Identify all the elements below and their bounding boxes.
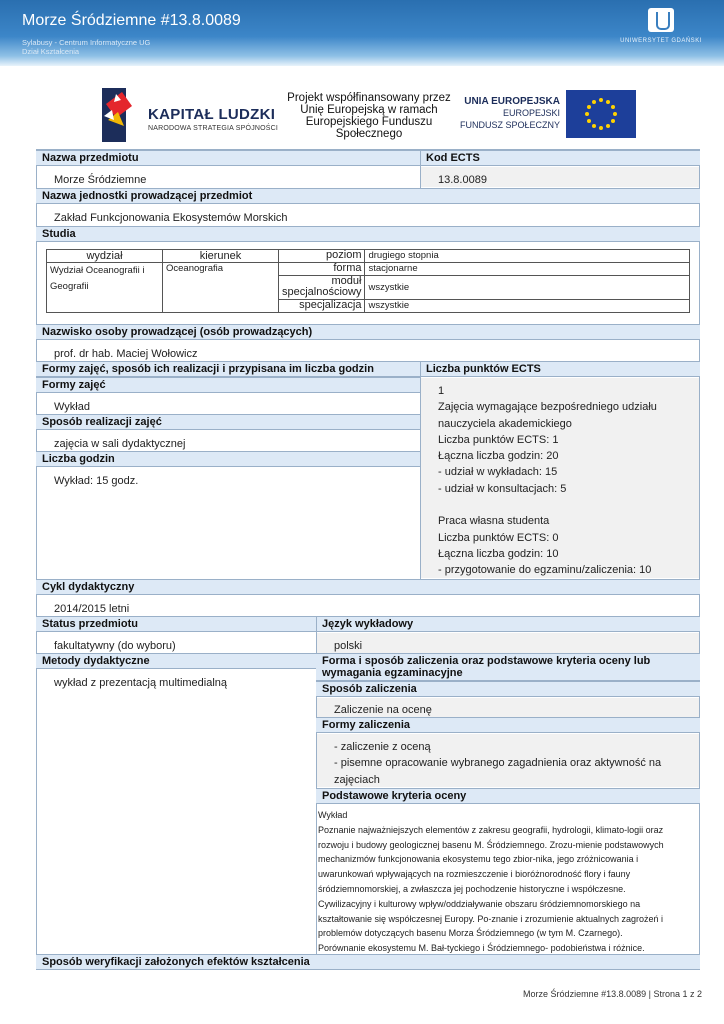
faculty-value bbox=[47, 263, 163, 313]
ects-line: Łączna liczba godzin: 10 bbox=[438, 547, 559, 560]
ects-code-header: Kod ECTS bbox=[420, 150, 700, 166]
eu-line-1: UNIA EUROPEJSKA bbox=[464, 96, 560, 107]
ects-line: Praca własna studenta bbox=[438, 515, 550, 528]
criteria-line: problemów dotyczących basenu Morza Śródziemnego (w tym M. Czarnego). bbox=[318, 928, 623, 939]
ects-line: - przygotowanie do egzaminu/zaliczenia: 10 bbox=[438, 564, 652, 577]
criteria-line: Porównanie ekosystemu M. Bał-tyckiego i Śródziemnego- podobieństwa i różnice. bbox=[318, 943, 645, 954]
methods-header: Metody dydaktyczne bbox=[36, 653, 316, 669]
criteria-line: rozwoju i budowy geologicznej basenu M. Śródziemnego. Zrozu-mienie podstawowych bbox=[318, 839, 664, 850]
delivery-method-value: zajęcia w sali dydaktycznej bbox=[54, 438, 186, 450]
ects-details bbox=[438, 383, 693, 579]
status-header: Status przedmiotu bbox=[36, 616, 316, 632]
kapital-ludzki-icon bbox=[102, 86, 136, 144]
col-field: kierunek bbox=[163, 250, 279, 263]
hours-header: Liczba godzin bbox=[36, 451, 420, 467]
ects-line: - udział w wykładach: 15 bbox=[438, 466, 558, 479]
module-value: wszystkie bbox=[365, 275, 690, 299]
project-line-1: Projekt współfinansowany przez bbox=[287, 92, 451, 104]
status-value: fakultatywny (do wyboru) bbox=[54, 640, 176, 652]
eu-line-3: FUNDUSZ SPOŁECZNY bbox=[459, 120, 560, 130]
assessment-form-item: zajęciach bbox=[334, 773, 380, 786]
ects-line: 1 bbox=[438, 385, 445, 397]
assessment-method-value: Zaliczenie na ocenę bbox=[334, 704, 432, 716]
faculty-line-1: Wydział Oceanografii i bbox=[50, 265, 145, 276]
class-forms-value: Wykład bbox=[54, 401, 90, 413]
cycle-value: 2014/2015 letni bbox=[54, 603, 130, 615]
teacher-name: prof. dr hab. Maciej Wołowicz bbox=[54, 348, 198, 360]
teacher-header: Nazwisko osoby prowadzącej (osób prowadzących) bbox=[36, 324, 700, 340]
criteria-header: Podstawowe kryteria oceny bbox=[316, 788, 700, 804]
forms-header: Formy zajęć, sposób ich realizacji i przypisana im liczba godzin bbox=[36, 361, 420, 377]
criteria-line: Poznanie najważniejszych elementów z zakresu geografii, hydrologii, klimato-logii oraz bbox=[318, 824, 664, 835]
assessment-form-item: - pisemne opracowanie wybranego zagadnienia oraz aktywność na bbox=[334, 757, 662, 770]
ects-line: Łączna liczba godzin: 20 bbox=[438, 450, 559, 463]
criteria-line: Wykład bbox=[318, 810, 348, 820]
kapital-ludzki-logo bbox=[102, 86, 282, 144]
eu-flag-icon bbox=[566, 90, 636, 138]
class-forms-header: Formy zajęć bbox=[36, 377, 420, 393]
studies-table bbox=[46, 249, 690, 313]
assessment-forms-header: Formy zaliczenia bbox=[316, 717, 700, 733]
criteria-line: śródziemnomorskiej, a zwłaszcza jej pochodzenie historyczne i współczesne. bbox=[318, 883, 626, 894]
project-line-3: Europejskiego Funduszu bbox=[305, 116, 433, 128]
assessment-header bbox=[316, 653, 700, 681]
university-name: UNIWERSYTET GDAŃSKI bbox=[620, 38, 702, 44]
form-value: stacjonarne bbox=[365, 263, 690, 276]
project-statement bbox=[286, 92, 452, 140]
project-line-2: Unię Europejską w ramach bbox=[300, 104, 438, 116]
delivery-method-header: Sposób realizacji zajęć bbox=[36, 414, 420, 430]
ects-line: Liczba punktów ECTS: 0 bbox=[438, 531, 559, 544]
module-label-line-1: moduł bbox=[331, 274, 362, 287]
funding-logos bbox=[0, 82, 724, 148]
course-name-header: Nazwa przedmiotu bbox=[36, 150, 420, 166]
header-subtitle bbox=[22, 38, 150, 56]
hours-value: Wykład: 15 godz. bbox=[54, 475, 139, 487]
assessment-header-line-1: Forma i sposób zaliczenia oraz podstawowe kryteria oceny lub bbox=[322, 655, 651, 667]
ects-line-spacer bbox=[438, 497, 693, 513]
level-value: drugiego stopnia bbox=[365, 250, 690, 263]
ects-code: 13.8.0089 bbox=[438, 174, 487, 186]
ects-line: Liczba punktów ECTS: 1 bbox=[438, 433, 559, 446]
criteria-line: kształtowanie się współczesnej Europy. Po-znanie i zrozumienie aktualnych zagrożeń i bbox=[318, 913, 664, 924]
ects-line: - udział w konsultacjach: 5 bbox=[438, 482, 567, 495]
subtitle-line-2: Dział Kształcenia bbox=[22, 47, 80, 56]
module-label-line-2: specjalnościowy bbox=[282, 285, 362, 298]
assessment-form-item: - zaliczenie z oceną bbox=[334, 741, 431, 753]
university-logo bbox=[618, 8, 704, 54]
specialization-value: wszystkie bbox=[365, 300, 690, 313]
form-label: forma bbox=[279, 263, 365, 276]
assessment-header-line-2: wymagania egzaminacyjne bbox=[322, 667, 463, 679]
verification-header: Sposób weryfikacji założonych efektów kształcenia bbox=[36, 954, 700, 970]
ects-points-header: Liczba punktów ECTS bbox=[420, 361, 700, 377]
unit-name: Zakład Funkcjonowania Ekosystemów Morskich bbox=[54, 212, 288, 224]
course-name: Morze Śródziemne bbox=[54, 174, 147, 186]
assessment-method-header: Sposób zaliczenia bbox=[316, 681, 700, 697]
faculty-line-2: Geografii bbox=[50, 281, 89, 292]
kapital-ludzki-subtitle: NARODOWA STRATEGIA SPÓJNOŚCI bbox=[148, 125, 279, 132]
criteria-line: uwarunkowań wpływających na rozmieszczenie i bioróżnorodność flory i fauny bbox=[318, 869, 631, 880]
ug-crest-icon bbox=[648, 8, 674, 32]
eu-line-2: EUROPEJSKI bbox=[502, 108, 560, 118]
language-header: Język wykładowy bbox=[316, 616, 700, 632]
kapital-ludzki-title: KAPITAŁ LUDZKI bbox=[148, 106, 276, 123]
page-header bbox=[0, 0, 724, 66]
methods-value: wykład z prezentacją multimedialną bbox=[54, 677, 228, 689]
cycle-header: Cykl dydaktyczny bbox=[36, 579, 700, 595]
eu-text bbox=[456, 96, 560, 131]
subtitle-line-1: Sylabusy - Centrum Informatyczne UG bbox=[22, 38, 151, 47]
project-line-4: Społecznego bbox=[335, 128, 403, 140]
specialization-label: specjalizacja bbox=[279, 300, 365, 313]
unit-header: Nazwa jednostki prowadzącej przedmiot bbox=[36, 188, 700, 204]
page-footer: Morze Śródziemne #13.8.0089 | Strona 1 z 2 bbox=[523, 989, 702, 999]
level-label: poziom bbox=[279, 250, 365, 263]
studies-header: Studia bbox=[36, 226, 700, 242]
module-label bbox=[279, 275, 365, 299]
document-title: Morze Śródziemne #13.8.0089 bbox=[22, 12, 241, 29]
criteria-text bbox=[318, 808, 698, 956]
assessment-forms-list bbox=[334, 739, 694, 788]
language-value: polski bbox=[334, 640, 363, 652]
ects-line: Zajęcia wymagające bezpośredniego udziału bbox=[438, 401, 657, 414]
field-value: Oceanografia bbox=[163, 263, 279, 313]
criteria-line: mechanizmów funkcjonowania ekosystemu tego zbior-nika, jego zróżnicowania i bbox=[318, 854, 639, 865]
col-faculty: wydział bbox=[47, 250, 163, 263]
criteria-line: Cywilizacyjny i kulturowy wpływ/oddziaływanie obszaru śródziemnomorskiego na bbox=[318, 898, 641, 909]
ects-line: nauczyciela akademickiego bbox=[438, 417, 572, 430]
language-background bbox=[317, 633, 699, 653]
